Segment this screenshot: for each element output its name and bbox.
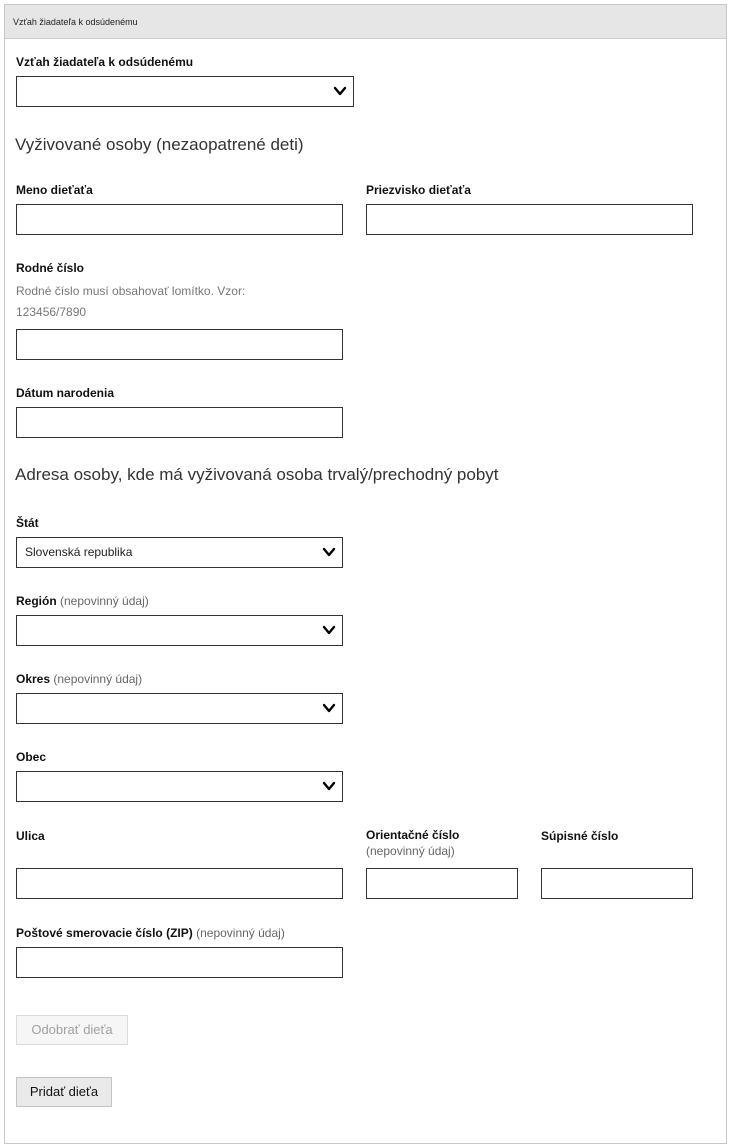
zip-label-text: Poštové smerovacie číslo (ZIP) — [16, 926, 193, 940]
district-label — [16, 672, 142, 686]
chevron-down-icon — [322, 624, 336, 636]
district-optional-note: (nepovinný údaj) — [53, 672, 143, 686]
birth-number-label: Rodné číslo — [16, 261, 85, 275]
municipality-select[interactable] — [16, 771, 343, 802]
address-section-title: Adresa osoby, kde má vyživovaná osoba trvalý/prechodný pobyt — [15, 465, 499, 484]
chevron-down-icon — [322, 702, 336, 714]
region-optional-note: (nepovinný údaj) — [60, 594, 149, 608]
district-label-text: Okres — [16, 672, 51, 686]
registry-number-input[interactable] — [541, 868, 693, 899]
street-label: Ulica — [16, 829, 45, 843]
state-select[interactable] — [16, 537, 343, 568]
region-select[interactable] — [16, 615, 343, 646]
orientation-number-input[interactable] — [366, 868, 518, 899]
orientation-number-optional-note: (nepovinný údaj) — [366, 844, 455, 858]
municipality-label: Obec — [16, 750, 47, 764]
child-first-name-input[interactable] — [16, 204, 343, 235]
zip-input[interactable] — [16, 947, 343, 978]
add-child-button[interactable]: Pridať dieťa — [16, 1077, 112, 1107]
child-last-name-label: Priezvisko dieťaťa — [366, 183, 471, 197]
panel-header: Vzťah žiadateľa k odsúdenému — [5, 5, 726, 39]
relation-select[interactable] — [16, 76, 354, 107]
relation-panel — [4, 4, 727, 1144]
orientation-number-label-text: Orientačné číslo — [366, 828, 460, 842]
child-last-name-input[interactable] — [366, 204, 693, 235]
birth-number-hint-line-2: 123456/7890 — [16, 305, 87, 319]
dependents-section-title: Vyživované osoby (nezaopatrené deti) — [15, 135, 304, 154]
chevron-down-icon — [322, 546, 336, 558]
district-select[interactable] — [16, 693, 343, 724]
birth-number-hint-line-1: Rodné číslo musí obsahovať lomítko. Vzor: — [16, 284, 246, 298]
state-select-value: Slovenská republika — [25, 545, 133, 559]
zip-optional-note: (nepovinný údaj) — [196, 926, 285, 940]
orientation-number-label — [366, 827, 526, 859]
region-label-text: Región — [16, 594, 57, 608]
state-label: Štát — [16, 516, 39, 530]
birth-date-label: Dátum narodenia — [16, 386, 115, 400]
remove-child-button[interactable]: Odobrať dieťa — [16, 1015, 128, 1045]
birth-date-input[interactable] — [16, 407, 343, 438]
zip-label — [16, 926, 285, 940]
birth-number-input[interactable] — [16, 329, 343, 360]
relation-label: Vzťah žiadateľa k odsúdenému — [16, 55, 194, 69]
chevron-down-icon — [333, 85, 347, 97]
child-first-name-label: Meno dieťaťa — [16, 183, 93, 197]
birth-number-hint — [16, 281, 316, 323]
registry-number-label: Súpisné číslo — [541, 829, 619, 843]
street-input[interactable] — [16, 868, 343, 899]
region-label — [16, 594, 149, 608]
chevron-down-icon — [322, 780, 336, 792]
